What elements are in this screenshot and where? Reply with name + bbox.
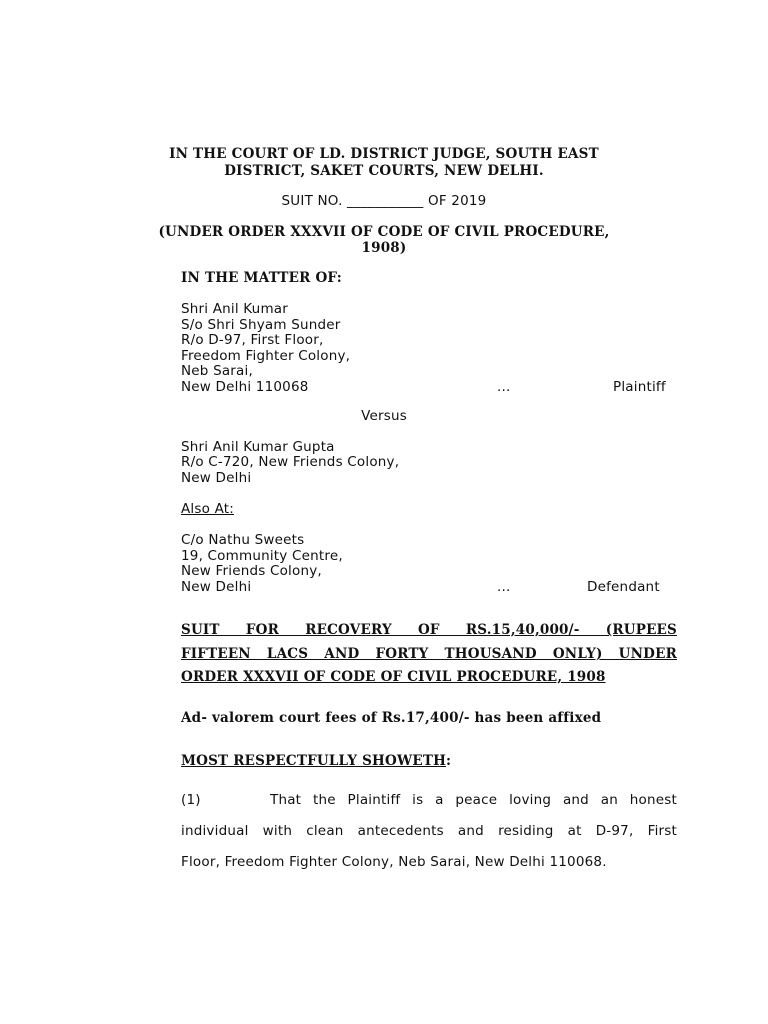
plaintiff-line: R/o D-97, First Floor, bbox=[181, 332, 324, 348]
court-heading-line1: IN THE COURT OF LD. DISTRICT JUDGE, SOUTH EAST bbox=[169, 146, 599, 162]
paragraph-number: (1) bbox=[181, 792, 201, 808]
suit-title-line3: ORDER XXXVII OF CODE OF CIVIL PROCEDURE, 1908 bbox=[181, 669, 606, 685]
showeth-heading bbox=[181, 753, 451, 769]
paragraph-line: That the Plaintiff is a peace loving and an honest bbox=[270, 792, 677, 808]
defendant-line: R/o C-720, New Friends Colony, bbox=[181, 454, 400, 470]
plaintiff-line: Neb Sarai, bbox=[181, 363, 253, 379]
defendant-alt-line: 19, Community Centre, bbox=[181, 548, 343, 564]
court-fees-note: Ad- valorem court fees of Rs.17,400/- has been affixed bbox=[181, 710, 602, 726]
also-at-heading: Also At: bbox=[181, 501, 235, 517]
defendant-dots: ... bbox=[497, 579, 511, 595]
defendant-alt-line: New Friends Colony, bbox=[181, 563, 322, 579]
suit-title-line2: FIFTEEN LACS AND FORTY THOUSAND ONLY) UNDER bbox=[181, 646, 677, 662]
paragraph-line: Floor, Freedom Fighter Colony, Neb Sarai, New Delhi 110068. bbox=[181, 854, 607, 870]
matter-heading: IN THE MATTER OF: bbox=[181, 270, 342, 286]
plaintiff-line: S/o Shri Shyam Sunder bbox=[181, 317, 341, 333]
defendant-line: New Delhi bbox=[181, 470, 252, 486]
showeth-label: MOST RESPECTFULLY SHOWETH bbox=[181, 753, 447, 769]
suit-title-line1: SUIT FOR RECOVERY OF RS.15,40,000/- (RUPEES bbox=[181, 622, 677, 638]
defendant-label: Defendant bbox=[587, 579, 660, 595]
plaintiff-label: Plaintiff bbox=[613, 379, 666, 395]
plaintiff-dots: ... bbox=[497, 379, 511, 395]
showeth-colon: : bbox=[446, 753, 452, 769]
defendant-alt-line: C/o Nathu Sweets bbox=[181, 532, 305, 548]
defendant-alt-line: New Delhi bbox=[181, 579, 252, 595]
suit-number: SUIT NO. ___________ OF 2019 bbox=[281, 193, 487, 209]
defendant-line: Shri Anil Kumar Gupta bbox=[181, 439, 335, 455]
plaintiff-line: New Delhi 110068 bbox=[181, 379, 309, 395]
plaintiff-line: Freedom Fighter Colony, bbox=[181, 348, 351, 364]
versus: Versus bbox=[361, 408, 407, 424]
under-order-line2: 1908) bbox=[361, 240, 407, 256]
under-order-line1: (UNDER ORDER XXXVII OF CODE OF CIVIL PROCEDURE, bbox=[158, 224, 610, 240]
paragraph-line: individual with clean antecedents and residing at D-97, First bbox=[181, 823, 677, 839]
court-heading-line2: DISTRICT, SAKET COURTS, NEW DELHI. bbox=[224, 163, 544, 179]
plaintiff-line: Shri Anil Kumar bbox=[181, 301, 289, 317]
